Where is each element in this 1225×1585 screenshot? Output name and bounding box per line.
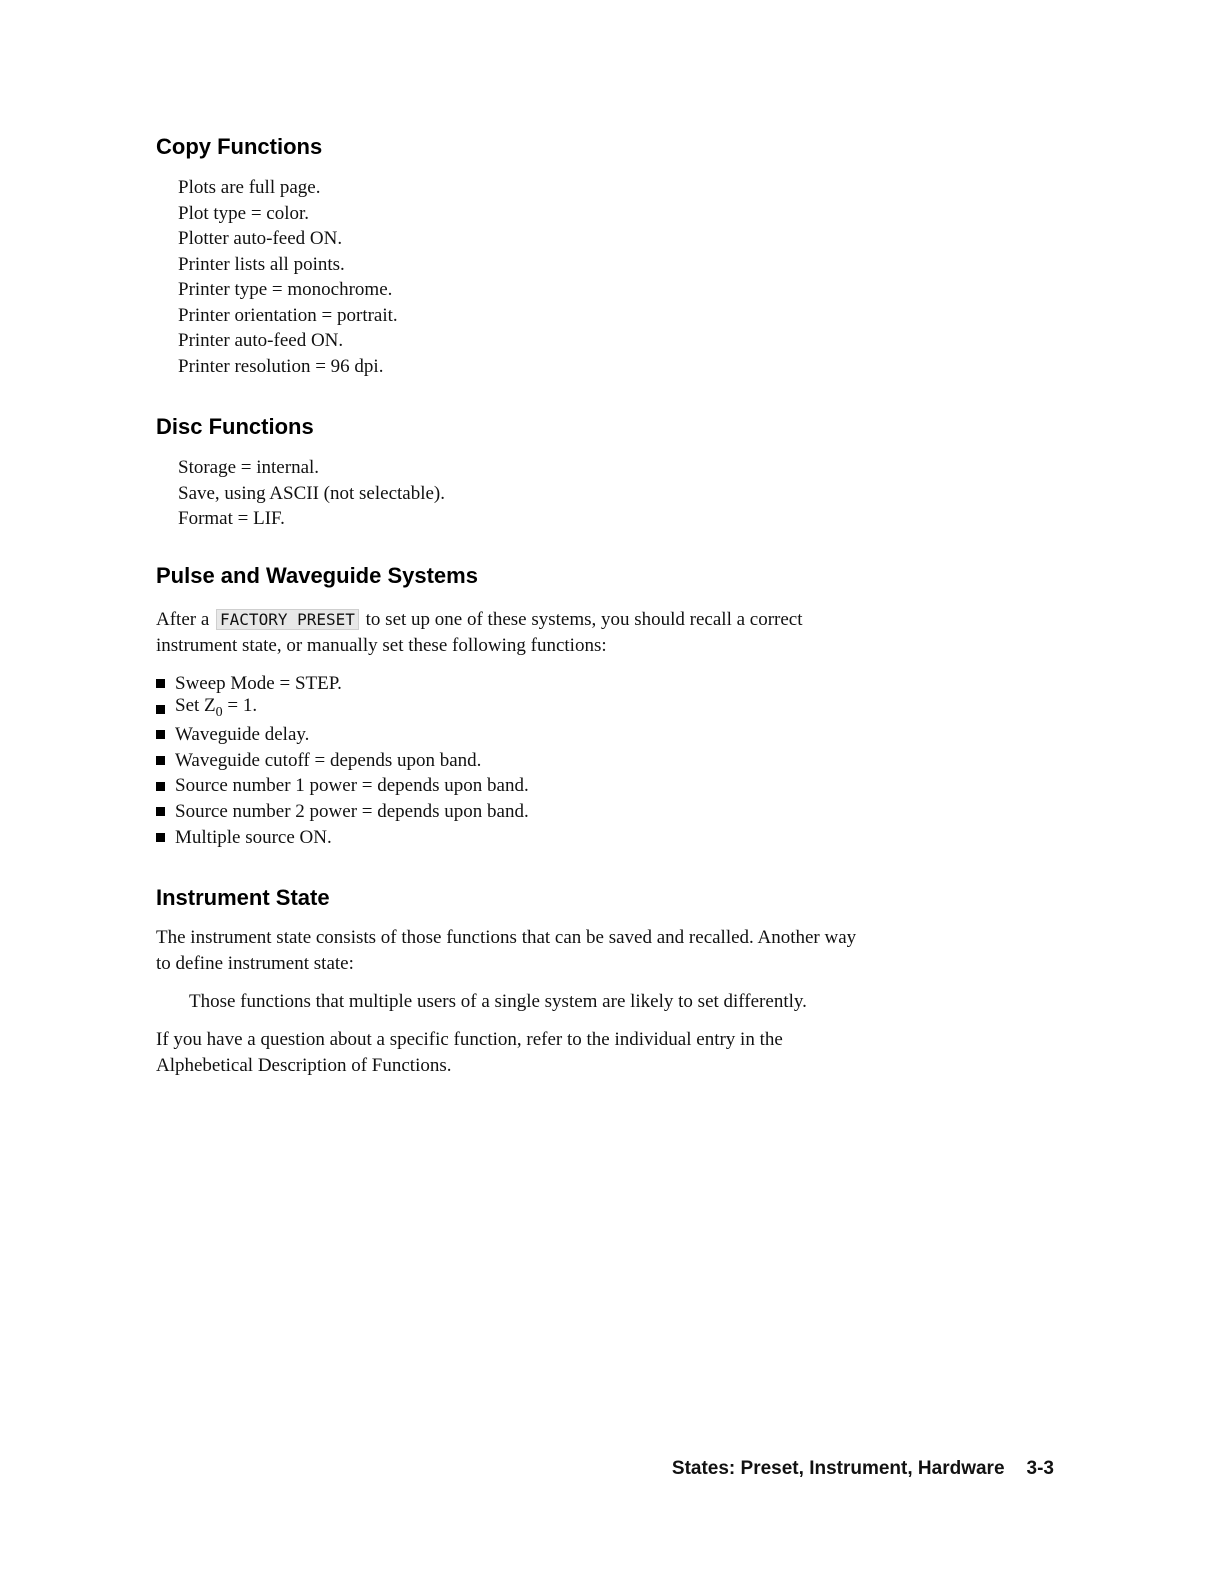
square-bullet-icon — [156, 705, 165, 714]
intro-text-before: After a — [156, 609, 210, 630]
copy-line: Plot type = color. — [178, 202, 310, 224]
list-item — [156, 799, 529, 825]
bullet-text: Waveguide delay. — [175, 724, 310, 746]
list-item — [156, 697, 529, 723]
copy-line: Printer lists all points. — [178, 253, 345, 275]
pulse-intro-line2: instrument state, or manually set these following functions: — [156, 635, 607, 656]
list-item — [156, 825, 529, 851]
instrument-state-heading: Instrument State — [156, 885, 330, 910]
bullet-text: Source number 2 power = depends upon band. — [175, 800, 529, 822]
page-number: 3-3 — [1026, 1458, 1054, 1479]
list-item — [156, 748, 529, 774]
instrument-para1-line1: The instrument state consists of those functions that can be saved and recalled. Another way — [156, 927, 857, 948]
pulse-waveguide-bullets — [156, 671, 529, 850]
list-item — [156, 773, 529, 799]
square-bullet-icon — [156, 679, 165, 688]
instrument-para2-line1: If you have a question about a specific function, refer to the individual entry in the — [156, 1029, 783, 1050]
bullet-text: Sweep Mode = STEP. — [175, 673, 342, 694]
square-bullet-icon — [156, 807, 165, 816]
copy-functions-list — [178, 175, 398, 379]
instrument-quote: Those functions that multiple users of a single system are likely to set differently. — [189, 991, 807, 1012]
bullet-text: Multiple source ON. — [175, 826, 332, 848]
z0-value: = 1. — [222, 695, 258, 717]
copy-line: Printer type = monochrome. — [178, 279, 393, 300]
bullet-text: Waveguide cutoff = depends upon band. — [175, 749, 482, 771]
square-bullet-icon — [156, 833, 165, 842]
list-item — [156, 722, 529, 748]
bullet-text: Source number 1 power = depends upon band. — [175, 775, 529, 797]
copy-line: Plotter auto-feed ON. — [178, 228, 343, 249]
copy-line: Printer resolution = 96 dpi. — [178, 355, 384, 377]
instrument-para2-line2: Alphebetical Description of Functions. — [156, 1055, 452, 1076]
intro-text-after: to set up one of these systems, you should recall a correct — [365, 609, 803, 630]
disc-functions-heading: Disc Functions — [156, 414, 314, 439]
copy-functions-heading: Copy Functions — [156, 134, 323, 159]
bullet-text — [175, 693, 257, 725]
footer-title: States: Preset, Instrument, Hardware — [671, 1458, 1005, 1479]
copy-line: Printer orientation = portrait. — [178, 304, 398, 326]
pulse-waveguide-heading: Pulse and Waveguide Systems — [156, 563, 478, 588]
disc-functions-list — [178, 455, 445, 532]
z0-label: Set Z — [175, 695, 216, 717]
instrument-para1-line2: to define instrument state: — [156, 953, 354, 974]
copy-line: Printer auto-feed ON. — [178, 330, 344, 351]
page-footer — [672, 1458, 1054, 1480]
square-bullet-icon — [156, 782, 165, 791]
disc-line: Storage = internal. — [178, 457, 320, 478]
copy-line: Plots are full page. — [178, 177, 321, 198]
disc-line: Format = LIF. — [178, 508, 285, 529]
square-bullet-icon — [156, 730, 165, 739]
disc-line: Save, using ASCII (not selectable). — [178, 482, 446, 504]
factory-preset-softkey: FACTORY PRESET — [216, 609, 359, 630]
pulse-intro-line1 — [156, 607, 803, 633]
z0-subscript: 0 — [215, 705, 223, 720]
square-bullet-icon — [156, 756, 165, 765]
